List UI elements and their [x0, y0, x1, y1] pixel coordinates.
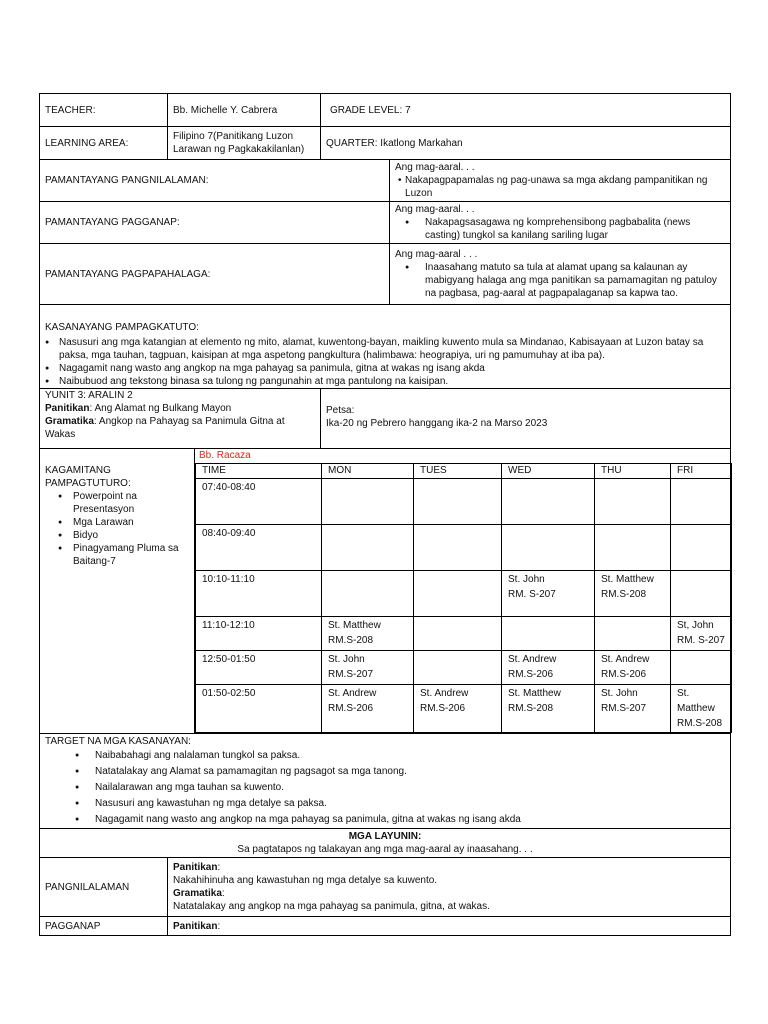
teacher-row — [40, 94, 731, 127]
schedule-header-cell: THU — [595, 464, 671, 479]
quarter-value: Ikatlong Markahan — [380, 137, 463, 149]
schedule-time-cell: 10:10-11:10 — [196, 571, 322, 617]
schedule-class-cell: St. John RM.S-207 — [322, 651, 414, 685]
performance-panitikan-label: Panitikan — [173, 920, 218, 932]
materials-schedule-row — [40, 449, 731, 734]
learning-area-row — [40, 127, 731, 160]
schedule-class-cell — [595, 617, 671, 651]
schedule-class-cell — [414, 651, 502, 685]
gramatika-value: : Angkop na Pahayag sa Panimula Gitna at Wakas — [45, 416, 285, 440]
schedule-header-row — [196, 464, 732, 479]
content-standard-intro: Ang mag-aaral. . . — [395, 162, 475, 173]
schedule-row — [196, 571, 732, 617]
schedule-class-cell: St. Matthew RM.S-208 — [502, 685, 595, 733]
quarter-cell — [321, 127, 731, 160]
lesson-plan-document — [39, 93, 730, 936]
content-objective-row — [40, 858, 731, 917]
schedule-class-cell — [414, 525, 502, 571]
schedule-class-cell — [322, 525, 414, 571]
materials-title: KAGAMITANG PAMPAGTUTURO: — [45, 465, 131, 489]
schedule-time-cell: 01:50-02:50 — [196, 685, 322, 733]
schedule-class-cell — [502, 617, 595, 651]
performance-standard-text: ● Nakapagsasagawa ng komprehensibong pagbabalita (news casting) tungkol sa kanilang sariling lugar — [395, 216, 725, 242]
content-standard-text: • Nakapagpapamalas ng pag-unawa sa mga akdang pampanitikan ng Luzon — [395, 174, 725, 200]
skills-list — [45, 336, 725, 388]
teacher-note: Bb. Racaza — [199, 450, 251, 461]
schedule-header-cell: WED — [502, 464, 595, 479]
targets-item: ● Nailalarawan ang mga tauhan sa kuwento. — [45, 780, 725, 796]
schedule-class-cell — [414, 571, 502, 617]
schedule-class-cell — [414, 617, 502, 651]
skills-item: ● Nagagamit nang wasto ang angkop na mga pahayag sa panimula, gitna at wakas ng isang akda — [45, 362, 725, 375]
performance-objective-cell: Panitikan: — [168, 917, 731, 936]
schedule-row — [196, 479, 732, 525]
learning-area-label: LEARNING AREA: — [40, 127, 168, 160]
values-standard-label: PAMANTAYANG PAGPAPAHALAGA: — [40, 244, 390, 305]
schedule-header-cell: TIME — [196, 464, 322, 479]
schedule-cell — [195, 449, 731, 734]
values-standard-value — [390, 244, 731, 305]
schedule-header-cell: FRI — [671, 464, 732, 479]
grade-level-cell — [321, 94, 731, 127]
schedule-class-cell: St. Andrew RM.S-206 — [322, 685, 414, 733]
materials-item: ● Mga Larawan — [45, 516, 189, 529]
panitikan-label: Panitikan — [45, 403, 90, 414]
targets-item: ● Nagagamit nang wasto ang angkop na mga pahayag sa panimula, gitna at wakas ng isang akda — [45, 812, 725, 828]
objectives-header-row — [40, 829, 731, 858]
performance-standard-intro: Ang mag-aaral. . . — [395, 204, 475, 215]
skills-cell — [40, 305, 731, 389]
schedule-class-cell: St. Andrew RM.S-206 — [502, 651, 595, 685]
schedule-row — [196, 651, 732, 685]
schedule-class-cell: St, John RM. S-207 — [671, 617, 732, 651]
schedule-row — [196, 525, 732, 571]
schedule-class-cell — [322, 479, 414, 525]
objective-gramatika-label: Gramatika — [173, 888, 222, 899]
materials-list — [45, 490, 189, 568]
skills-item: ● Nasusuri ang mga katangian at elemento ng mito, alamat, kuwentong-bayan, maikling kuwento mula sa Mindanao, Kabisayaan at Luzon batay sa paksa, mga tauhan, tagpuan, kaisipan at mga aspetong pangkultura (halimbawa: heograpiya, uri ng pamumuhay at iba pa). — [45, 336, 725, 362]
date-label: Petsa: — [326, 405, 355, 416]
schedule-row — [196, 685, 732, 733]
schedule-class-cell — [671, 651, 732, 685]
content-objective-label: PANGNILALAMAN — [40, 858, 168, 917]
schedule-table — [195, 463, 732, 733]
skills-item: ● Naibubuod ang tekstong binasa sa tulong ng pangunahin at mga pantulong na kaisipan. — [45, 375, 725, 388]
targets-row — [40, 734, 731, 829]
values-standard-text: ● Inaasahang matuto sa tula at alamat upang sa kalaunan ay mabigyang halaga ang mga panitikan sa pamamagitan ng patuloy na pagbasa, pag-aaral at pagpapalaganap sa kapwa tao. — [395, 261, 725, 300]
schedule-class-cell — [595, 479, 671, 525]
teacher-value: Bb. Michelle Y. Cabrera — [168, 94, 321, 127]
schedule-class-cell: St. Matthew RM.S-208 — [595, 571, 671, 617]
values-standard-intro: Ang mag-aaral . . . — [395, 249, 478, 260]
schedule-class-cell — [322, 571, 414, 617]
performance-standard-row — [40, 202, 731, 244]
performance-objective-label: PAGGANAP — [40, 917, 168, 936]
targets-title: TARGET NA MGA KASANAYAN: — [45, 736, 191, 747]
targets-cell — [40, 734, 731, 829]
schedule-header-cell: TUES — [414, 464, 502, 479]
targets-list — [45, 748, 725, 828]
learning-area-value: Filipino 7(Panitikang Luzon Larawan ng Pagkakakilanlan) — [168, 127, 321, 160]
unit-title: YUNIT 3: ARALIN 2 — [45, 390, 133, 401]
objectives-header-cell — [40, 829, 731, 858]
teacher-label: TEACHER: — [40, 94, 168, 127]
unit-row — [40, 389, 731, 449]
objectives-title: MGA LAYUNIN: — [348, 831, 422, 842]
schedule-class-cell: St. John RM.S-207 — [595, 685, 671, 733]
schedule-class-cell — [502, 525, 595, 571]
targets-item: ● Natatalakay ang Alamat sa pamamagitan ng pagsagot sa mga tanong. — [45, 764, 725, 780]
content-standard-value — [390, 160, 731, 202]
schedule-class-cell: St. Matthew RM.S-208 — [671, 685, 732, 733]
objective-panitikan-text: Nakahihinuha ang kawastuhan ng mga detalye sa kuwento. — [173, 875, 438, 886]
schedule-class-cell — [414, 479, 502, 525]
materials-item: ● Powerpoint na Presentasyon — [45, 490, 189, 516]
skills-row — [40, 305, 731, 389]
values-standard-row — [40, 244, 731, 305]
panitikan-value: : Ang Alamat ng Bulkang Mayon — [89, 403, 232, 414]
schedule-class-cell: St. Andrew RM.S-206 — [414, 685, 502, 733]
schedule-class-cell — [595, 525, 671, 571]
content-objective-cell: Panitikan: Nakahihinuha ang kawastuhan ng mga detalye sa kuwento. Gramatika: Natatalakay ang angkop na mga pahayag sa panimula, gitna, at wakas. — [168, 858, 731, 917]
schedule-class-cell — [502, 479, 595, 525]
schedule-class-cell — [671, 479, 732, 525]
targets-item: ● Nasusuri ang kawastuhan ng mga detalye sa paksa. — [45, 796, 725, 812]
objective-panitikan-label: Panitikan — [173, 862, 218, 873]
schedule-time-cell: 08:40-09:40 — [196, 525, 322, 571]
schedule-time-cell: 07:40-08:40 — [196, 479, 322, 525]
schedule-time-cell: 12:50-01:50 — [196, 651, 322, 685]
performance-standard-label: PAMANTAYANG PAGGANAP: — [40, 202, 390, 244]
schedule-class-cell: St. Andrew RM.S-206 — [595, 651, 671, 685]
unit-cell — [40, 389, 321, 449]
grade-level-label: GRADE LEVEL: — [330, 104, 403, 116]
grade-level-value: 7 — [405, 104, 411, 116]
content-standard-row — [40, 160, 731, 202]
schedule-class-cell: St. John RM. S-207 — [502, 571, 595, 617]
materials-cell — [40, 449, 195, 734]
materials-item: ● Bidyo — [45, 529, 189, 542]
schedule-class-cell: St. Matthew RM.S-208 — [322, 617, 414, 651]
schedule-time-cell: 11:10-12:10 — [196, 617, 322, 651]
schedule-class-cell — [671, 571, 732, 617]
objective-gramatika-text: Natatalakay ang angkop na mga pahayag sa panimula, gitna, at wakas. — [173, 901, 490, 912]
targets-item: ● Naibabahagi ang nalalaman tungkol sa paksa. — [45, 748, 725, 764]
gramatika-label: Gramatika — [45, 416, 94, 427]
materials-item: ● Pinagyamang Pluma sa Baitang-7 — [45, 542, 189, 568]
quarter-label: QUARTER: — [326, 137, 378, 149]
schedule-header-cell: MON — [322, 464, 414, 479]
schedule-class-cell — [671, 525, 732, 571]
lesson-plan-table — [39, 93, 731, 936]
date-cell — [321, 389, 731, 449]
objectives-subtitle: Sa pagtatapos ng talakayan ang mga mag-aaral ay inaasahang. . . — [237, 844, 533, 855]
date-value: Ika-20 ng Pebrero hanggang ika-2 na Marso 2023 — [326, 418, 548, 429]
performance-objective-row — [40, 917, 731, 936]
schedule-row — [196, 617, 732, 651]
skills-title: KASANAYANG PAMPAGKATUTO: — [45, 322, 199, 333]
performance-standard-value — [390, 202, 731, 244]
content-standard-label: PAMANTAYANG PANGNILALAMAN: — [40, 160, 390, 202]
